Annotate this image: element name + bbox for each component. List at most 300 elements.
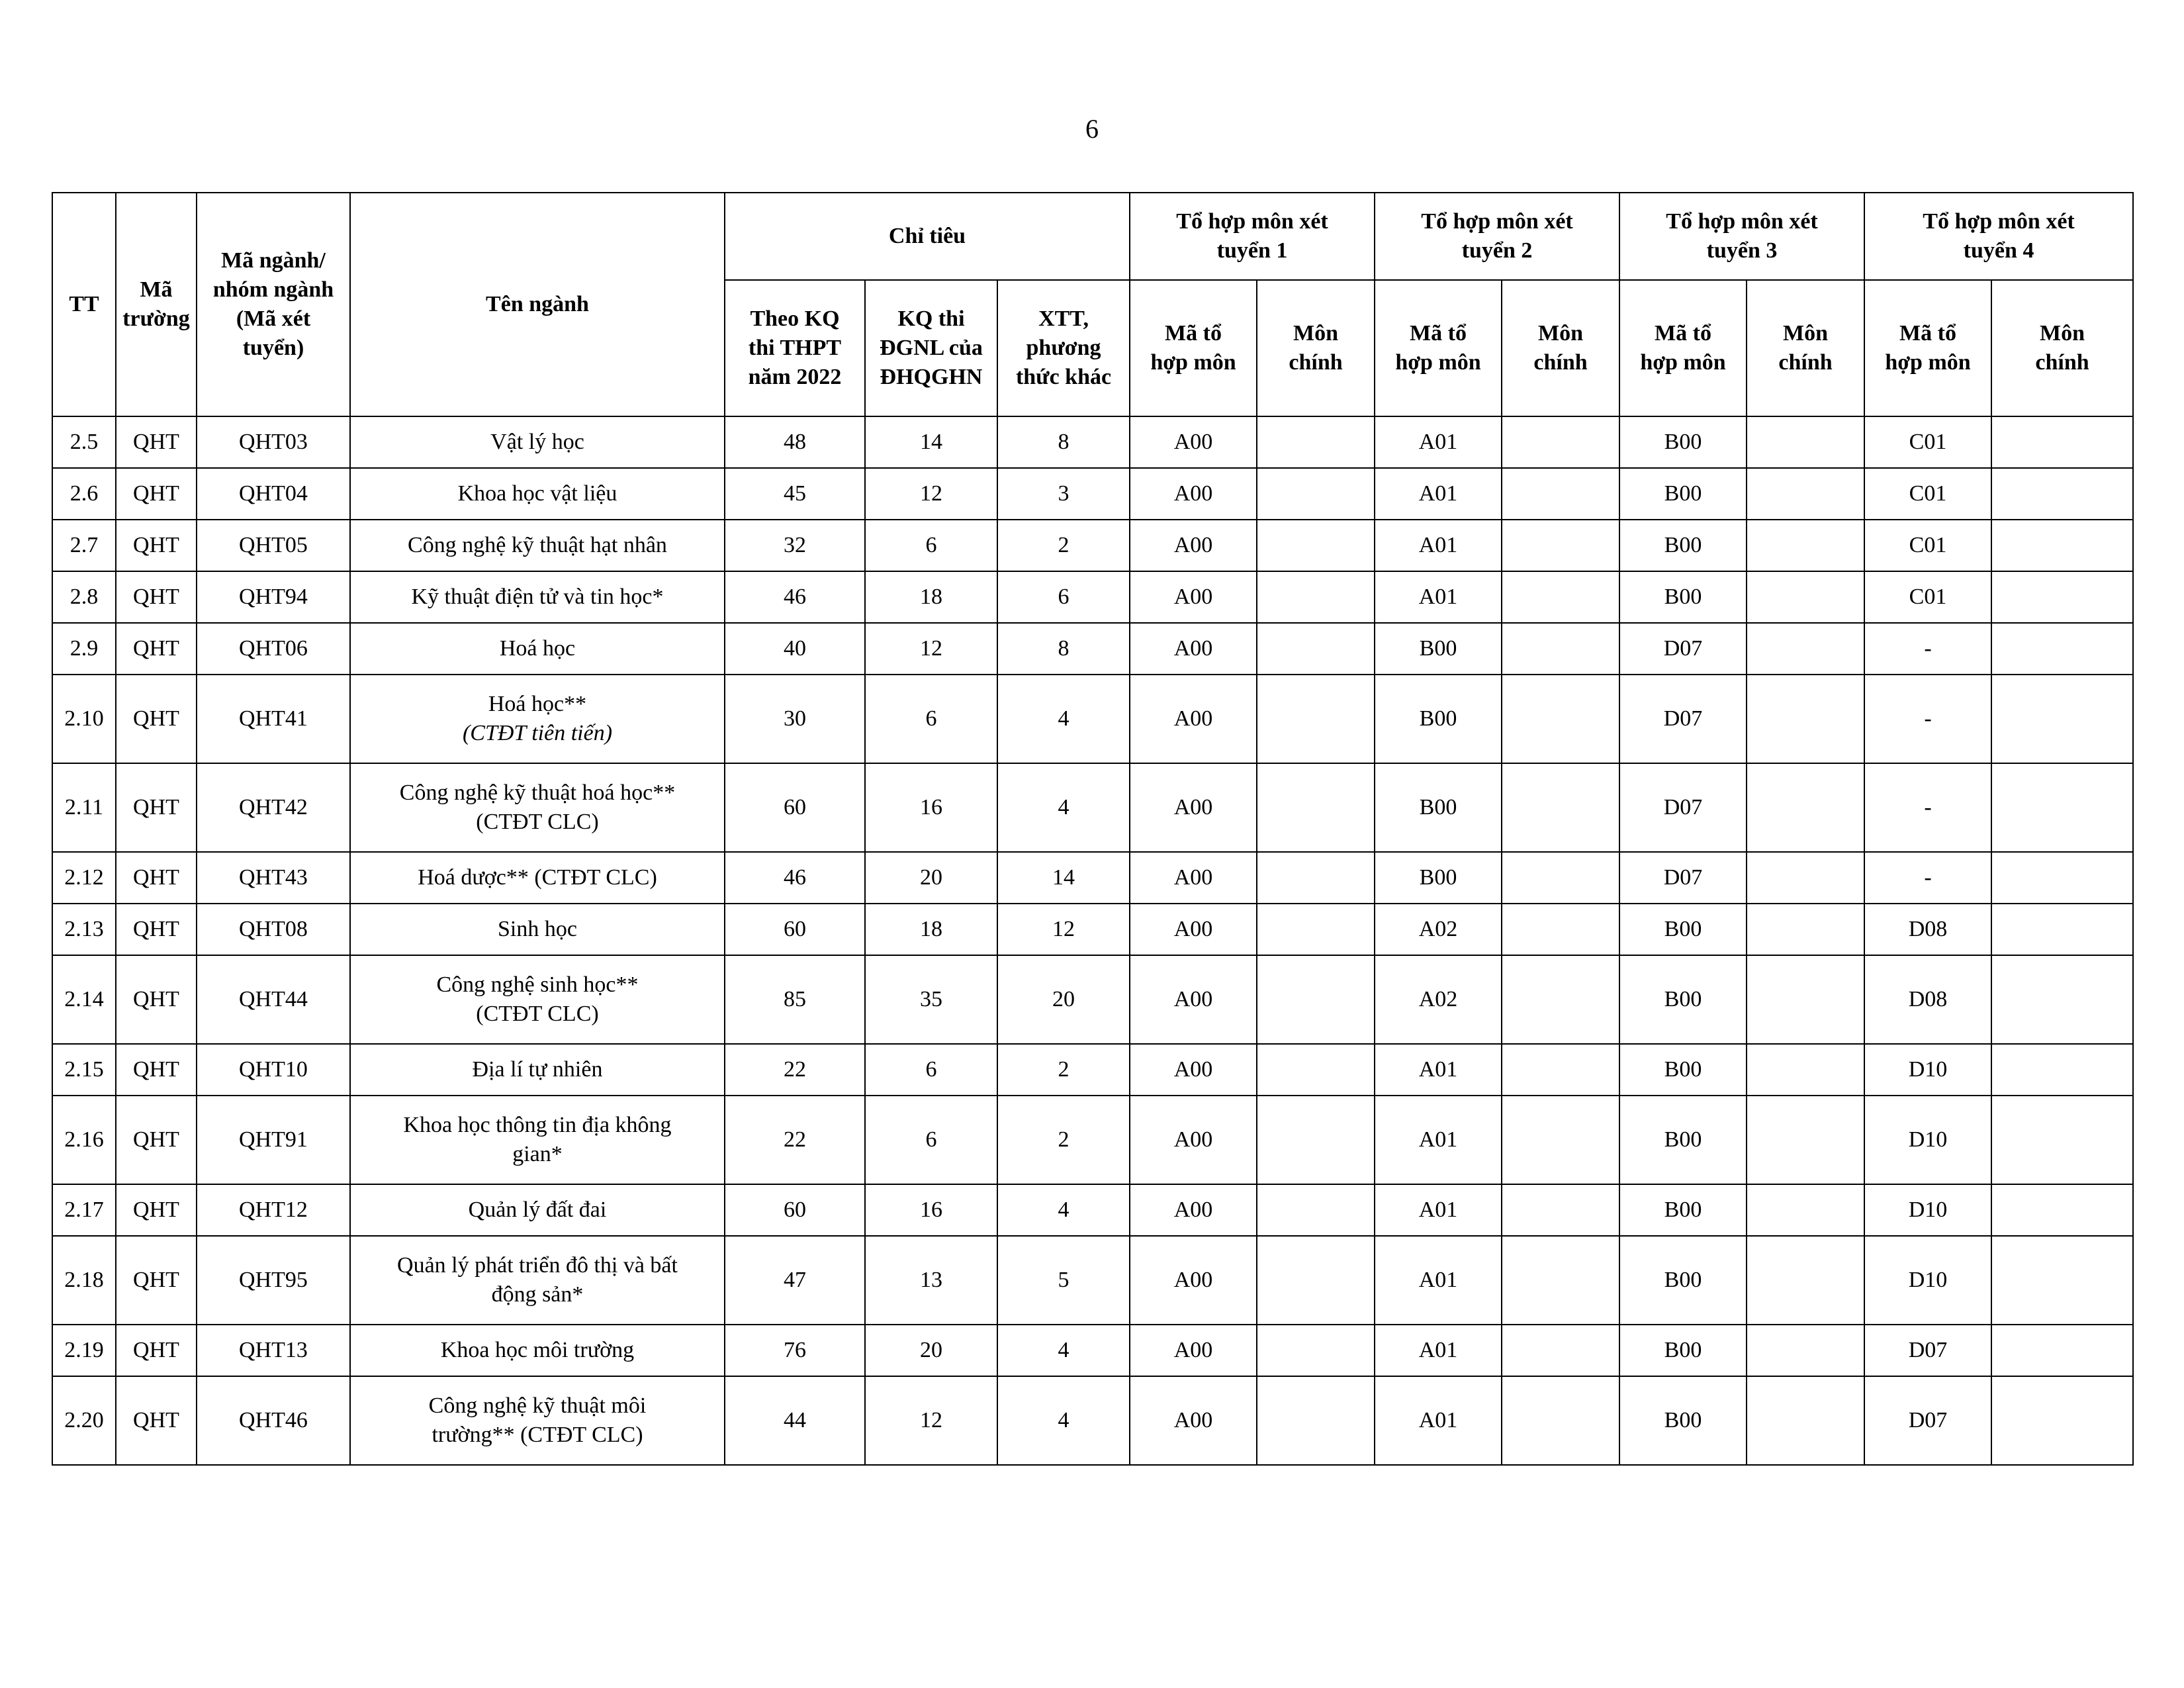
table-row (52, 904, 2133, 955)
cell-tt: 2.9 (52, 623, 116, 675)
cell-major-code: QHT03 (197, 416, 350, 468)
cell-combo-code-2: A01 (1375, 520, 1502, 571)
major-name-line-2: động sản* (491, 1282, 584, 1307)
cell-combo-code-4: D10 (1864, 1236, 1991, 1325)
header-combo-group-2 (1375, 193, 1619, 280)
cell-combo-code-2: B00 (1375, 852, 1502, 904)
cell-combo-code-1: A00 (1130, 763, 1257, 852)
cell-main-subject-4 (1991, 1096, 2133, 1184)
cell-combo-code-3: B00 (1619, 468, 1747, 520)
cell-main-subject-2 (1502, 1376, 1619, 1465)
table-body (52, 416, 2133, 1465)
header-combo-group-4-line-1: Tổ hợp môn xét (1923, 209, 2075, 234)
cell-main-subject-4 (1991, 852, 2133, 904)
cell-main-subject-2 (1502, 1044, 1619, 1096)
header-major-name: Tên ngành (350, 193, 725, 416)
cell-combo-code-2: A01 (1375, 1096, 1502, 1184)
header-combo-group-1-line-1: Tổ hợp môn xét (1176, 209, 1328, 234)
cell-main-subject-2 (1502, 763, 1619, 852)
cell-combo-code-3: B00 (1619, 1044, 1747, 1096)
cell-major-name (350, 416, 725, 468)
cell-school-code: QHT (116, 1184, 197, 1236)
cell-quota-xtt: 4 (997, 1325, 1130, 1376)
cell-quota-xtt: 4 (997, 1376, 1130, 1465)
cell-tt: 2.12 (52, 852, 116, 904)
cell-major-code: QHT44 (197, 955, 350, 1044)
cell-main-subject-3 (1747, 763, 1864, 852)
cell-combo-code-4: D07 (1864, 1376, 1991, 1465)
cell-combo-code-3: D07 (1619, 763, 1747, 852)
major-name-line-1: Khoa học vật liệu (457, 481, 617, 506)
header-combo-group-2-line-2: tuyển 2 (1461, 238, 1533, 263)
cell-main-subject-1 (1257, 520, 1375, 571)
cell-main-subject-1 (1257, 623, 1375, 675)
cell-quota-xtt: 8 (997, 623, 1130, 675)
header-main-subject-4 (1991, 280, 2133, 416)
cell-school-code: QHT (116, 468, 197, 520)
cell-combo-code-1: A00 (1130, 1096, 1257, 1184)
header-combo-group-3-line-1: Tổ hợp môn xét (1666, 209, 1818, 234)
cell-combo-code-2: B00 (1375, 763, 1502, 852)
header-combo-group-3 (1619, 193, 1864, 280)
cell-tt: 2.6 (52, 468, 116, 520)
cell-main-subject-4 (1991, 1184, 2133, 1236)
cell-tt: 2.8 (52, 571, 116, 623)
cell-main-subject-1 (1257, 416, 1375, 468)
cell-combo-code-3: B00 (1619, 955, 1747, 1044)
table-row (52, 955, 2133, 1044)
cell-main-subject-3 (1747, 623, 1864, 675)
cell-main-subject-3 (1747, 852, 1864, 904)
cell-main-subject-1 (1257, 1184, 1375, 1236)
cell-main-subject-3 (1747, 1236, 1864, 1325)
header-combo-group-2-line-1: Tổ hợp môn xét (1421, 209, 1573, 234)
cell-quota-dgnl: 13 (865, 1236, 997, 1325)
cell-main-subject-4 (1991, 675, 2133, 763)
cell-tt: 2.18 (52, 1236, 116, 1325)
cell-main-subject-4 (1991, 1044, 2133, 1096)
cell-tt: 2.20 (52, 1376, 116, 1465)
header-tt: TT (52, 193, 116, 416)
cell-tt: 2.5 (52, 416, 116, 468)
major-name-line-1: Hoá học** (488, 691, 587, 716)
cell-main-subject-3 (1747, 416, 1864, 468)
cell-combo-code-2: A01 (1375, 1236, 1502, 1325)
cell-major-name (350, 1184, 725, 1236)
cell-quota-thpt: 60 (725, 763, 865, 852)
cell-quota-dgnl: 18 (865, 571, 997, 623)
header-quota-xtt-line-2: phương (1026, 335, 1101, 360)
cell-combo-code-3: B00 (1619, 1096, 1747, 1184)
cell-major-name (350, 904, 725, 955)
header-main-subject-2-line-1: Môn (1538, 320, 1584, 346)
cell-main-subject-1 (1257, 1044, 1375, 1096)
header-school-code-line-1: Mã (140, 277, 173, 302)
page-number: 6 (1085, 114, 1099, 144)
cell-combo-code-2: A01 (1375, 571, 1502, 623)
cell-main-subject-3 (1747, 520, 1864, 571)
cell-quota-dgnl: 6 (865, 520, 997, 571)
cell-school-code: QHT (116, 1044, 197, 1096)
cell-main-subject-3 (1747, 468, 1864, 520)
cell-school-code: QHT (116, 623, 197, 675)
cell-main-subject-2 (1502, 1184, 1619, 1236)
cell-major-code: QHT42 (197, 763, 350, 852)
header-combo-group-1 (1130, 193, 1375, 280)
cell-main-subject-3 (1747, 675, 1864, 763)
cell-quota-thpt: 32 (725, 520, 865, 571)
cell-main-subject-4 (1991, 468, 2133, 520)
cell-combo-code-1: A00 (1130, 675, 1257, 763)
cell-main-subject-2 (1502, 904, 1619, 955)
cell-combo-code-1: A00 (1130, 1044, 1257, 1096)
header-combo-code-1-line-2: hợp môn (1150, 350, 1236, 375)
cell-major-code: QHT43 (197, 852, 350, 904)
cell-combo-code-4: C01 (1864, 520, 1991, 571)
cell-main-subject-2 (1502, 1236, 1619, 1325)
admission-table-container (52, 192, 2132, 1466)
cell-main-subject-1 (1257, 675, 1375, 763)
cell-quota-xtt: 14 (997, 852, 1130, 904)
header-quota-xtt (997, 280, 1130, 416)
cell-main-subject-1 (1257, 955, 1375, 1044)
cell-combo-code-3: D07 (1619, 623, 1747, 675)
cell-main-subject-4 (1991, 763, 2133, 852)
cell-combo-code-3: B00 (1619, 904, 1747, 955)
header-main-subject-1-line-1: Môn (1293, 320, 1339, 346)
cell-combo-code-4: - (1864, 763, 1991, 852)
table-row (52, 1096, 2133, 1184)
cell-combo-code-2: A01 (1375, 1044, 1502, 1096)
header-major-code-line-4: tuyển) (242, 336, 304, 361)
header-school-code-line-2: trường (122, 306, 190, 331)
table-row (52, 468, 2133, 520)
cell-major-name (350, 763, 725, 852)
cell-main-subject-1 (1257, 468, 1375, 520)
cell-main-subject-4 (1991, 1325, 2133, 1376)
cell-combo-code-4: C01 (1864, 468, 1991, 520)
cell-major-name (350, 1044, 725, 1096)
cell-main-subject-2 (1502, 571, 1619, 623)
header-quota-dgnl-line-3: ĐHQGHN (880, 365, 983, 390)
header-combo-code-2 (1375, 280, 1502, 416)
header-combo-code-4-line-1: Mã tổ (1899, 320, 1956, 346)
cell-quota-xtt: 5 (997, 1236, 1130, 1325)
header-main-subject-1 (1257, 280, 1375, 416)
cell-main-subject-3 (1747, 1376, 1864, 1465)
cell-school-code: QHT (116, 1236, 197, 1325)
cell-quota-thpt: 76 (725, 1325, 865, 1376)
header-combo-code-3-line-2: hợp môn (1640, 350, 1726, 375)
header-combo-code-4-line-2: hợp môn (1885, 350, 1971, 375)
cell-quota-xtt: 12 (997, 904, 1130, 955)
cell-quota-dgnl: 6 (865, 1096, 997, 1184)
cell-quota-xtt: 3 (997, 468, 1130, 520)
cell-main-subject-1 (1257, 1325, 1375, 1376)
cell-major-code: QHT06 (197, 623, 350, 675)
major-name-line-1: Quản lý đất đai (468, 1197, 607, 1222)
cell-school-code: QHT (116, 675, 197, 763)
major-name-line-1: Địa lí tự nhiên (472, 1056, 603, 1082)
header-combo-code-2-line-2: hợp môn (1395, 350, 1481, 375)
header-main-subject-4-line-1: Môn (2040, 320, 2085, 346)
table-row (52, 1325, 2133, 1376)
cell-combo-code-1: A00 (1130, 416, 1257, 468)
cell-main-subject-1 (1257, 763, 1375, 852)
major-name-line-2: (CTĐT tiên tiến) (462, 721, 613, 745)
cell-combo-code-1: A00 (1130, 904, 1257, 955)
cell-combo-code-4: D10 (1864, 1044, 1991, 1096)
cell-main-subject-3 (1747, 1044, 1864, 1096)
cell-combo-code-1: A00 (1130, 623, 1257, 675)
cell-quota-dgnl: 14 (865, 416, 997, 468)
cell-combo-code-4: D08 (1864, 955, 1991, 1044)
cell-major-name (350, 623, 725, 675)
table-header (52, 193, 2133, 416)
cell-main-subject-4 (1991, 955, 2133, 1044)
cell-combo-code-2: A01 (1375, 1325, 1502, 1376)
cell-main-subject-2 (1502, 675, 1619, 763)
cell-tt: 2.7 (52, 520, 116, 571)
header-combo-group-4-line-2: tuyển 4 (1963, 238, 2034, 263)
cell-school-code: QHT (116, 955, 197, 1044)
cell-combo-code-1: A00 (1130, 1236, 1257, 1325)
cell-quota-dgnl: 6 (865, 675, 997, 763)
header-combo-code-3 (1619, 280, 1747, 416)
cell-combo-code-1: A00 (1130, 1184, 1257, 1236)
cell-combo-code-3: D07 (1619, 852, 1747, 904)
cell-quota-thpt: 48 (725, 416, 865, 468)
cell-major-code: QHT94 (197, 571, 350, 623)
cell-combo-code-3: B00 (1619, 1325, 1747, 1376)
major-name-line-2: trường** (CTĐT CLC) (432, 1423, 643, 1447)
major-name-line-1: Công nghệ kỹ thuật môi (428, 1393, 647, 1418)
table-row (52, 1376, 2133, 1465)
major-name-line-1: Kỹ thuật điện tử và tin học* (411, 584, 664, 609)
header-quota-thpt-line-3: năm 2022 (748, 365, 842, 390)
cell-combo-code-4: - (1864, 675, 1991, 763)
cell-quota-thpt: 30 (725, 675, 865, 763)
cell-quota-thpt: 45 (725, 468, 865, 520)
header-main-subject-1-line-2: chính (1289, 350, 1343, 375)
cell-combo-code-4: C01 (1864, 416, 1991, 468)
cell-tt: 2.10 (52, 675, 116, 763)
cell-school-code: QHT (116, 852, 197, 904)
major-name-line-1: Hoá học (499, 635, 576, 661)
cell-school-code: QHT (116, 904, 197, 955)
header-combo-group-3-line-2: tuyển 3 (1706, 238, 1778, 263)
cell-combo-code-1: A00 (1130, 520, 1257, 571)
cell-quota-dgnl: 16 (865, 763, 997, 852)
header-combo-code-1-line-1: Mã tổ (1165, 320, 1222, 346)
header-quota-dgnl-line-2: ĐGNL của (880, 335, 983, 360)
header-quota-thpt (725, 280, 865, 416)
major-name-line-1: Khoa học thông tin địa không (403, 1112, 672, 1137)
major-name-line-1: Khoa học môi trường (440, 1337, 635, 1362)
cell-tt: 2.16 (52, 1096, 116, 1184)
cell-main-subject-4 (1991, 904, 2133, 955)
cell-combo-code-3: B00 (1619, 1236, 1747, 1325)
cell-quota-dgnl: 12 (865, 623, 997, 675)
cell-major-name (350, 1325, 725, 1376)
cell-major-code: QHT08 (197, 904, 350, 955)
cell-quota-xtt: 2 (997, 1096, 1130, 1184)
header-quota-dgnl (865, 280, 997, 416)
cell-major-name (350, 468, 725, 520)
cell-major-code: QHT12 (197, 1184, 350, 1236)
cell-main-subject-2 (1502, 416, 1619, 468)
table-row (52, 675, 2133, 763)
major-name-line-1: Công nghệ kỹ thuật hạt nhân (408, 532, 667, 557)
cell-combo-code-1: A00 (1130, 571, 1257, 623)
cell-main-subject-4 (1991, 1376, 2133, 1465)
cell-major-name (350, 955, 725, 1044)
cell-main-subject-1 (1257, 1236, 1375, 1325)
cell-main-subject-4 (1991, 571, 2133, 623)
cell-combo-code-4: - (1864, 852, 1991, 904)
cell-combo-code-4: - (1864, 623, 1991, 675)
admission-table (52, 192, 2134, 1466)
header-quota-group: Chỉ tiêu (725, 193, 1130, 280)
cell-school-code: QHT (116, 1376, 197, 1465)
cell-major-code: QHT10 (197, 1044, 350, 1096)
header-row-group (52, 193, 2133, 280)
cell-combo-code-1: A00 (1130, 1325, 1257, 1376)
cell-major-name (350, 1236, 725, 1325)
header-combo-group-4 (1864, 193, 2133, 280)
cell-main-subject-2 (1502, 1096, 1619, 1184)
cell-main-subject-3 (1747, 904, 1864, 955)
cell-combo-code-4: C01 (1864, 571, 1991, 623)
cell-quota-dgnl: 6 (865, 1044, 997, 1096)
cell-major-code: QHT41 (197, 675, 350, 763)
major-name-line-1: Vật lý học (490, 429, 584, 454)
cell-quota-dgnl: 35 (865, 955, 997, 1044)
cell-tt: 2.19 (52, 1325, 116, 1376)
cell-combo-code-3: D07 (1619, 675, 1747, 763)
cell-combo-code-4: D08 (1864, 904, 1991, 955)
cell-main-subject-2 (1502, 1325, 1619, 1376)
cell-combo-code-2: A01 (1375, 468, 1502, 520)
cell-main-subject-2 (1502, 623, 1619, 675)
cell-school-code: QHT (116, 1096, 197, 1184)
header-major-code-line-3: (Mã xét (236, 306, 311, 331)
cell-quota-thpt: 47 (725, 1236, 865, 1325)
header-major-code (197, 193, 350, 416)
cell-main-subject-1 (1257, 1096, 1375, 1184)
cell-main-subject-3 (1747, 955, 1864, 1044)
cell-school-code: QHT (116, 1325, 197, 1376)
cell-main-subject-3 (1747, 1096, 1864, 1184)
cell-combo-code-1: A00 (1130, 1376, 1257, 1465)
header-combo-group-1-line-2: tuyển 1 (1216, 238, 1288, 263)
header-quota-thpt-line-2: thi THPT (748, 335, 842, 360)
cell-combo-code-2: A02 (1375, 955, 1502, 1044)
cell-quota-xtt: 4 (997, 675, 1130, 763)
major-name-line-1: Công nghệ sinh học** (436, 972, 639, 997)
cell-combo-code-4: D10 (1864, 1096, 1991, 1184)
table-row (52, 1184, 2133, 1236)
cell-quota-thpt: 85 (725, 955, 865, 1044)
cell-quota-xtt: 4 (997, 763, 1130, 852)
cell-tt: 2.15 (52, 1044, 116, 1096)
cell-quota-xtt: 20 (997, 955, 1130, 1044)
cell-combo-code-1: A00 (1130, 852, 1257, 904)
cell-major-code: QHT04 (197, 468, 350, 520)
cell-combo-code-2: B00 (1375, 675, 1502, 763)
cell-quota-dgnl: 12 (865, 468, 997, 520)
header-combo-code-1 (1130, 280, 1257, 416)
header-main-subject-3 (1747, 280, 1864, 416)
cell-major-name (350, 571, 725, 623)
cell-quota-dgnl: 18 (865, 904, 997, 955)
cell-combo-code-3: B00 (1619, 1376, 1747, 1465)
cell-major-code: QHT13 (197, 1325, 350, 1376)
cell-tt: 2.13 (52, 904, 116, 955)
cell-main-subject-2 (1502, 852, 1619, 904)
cell-major-name (350, 520, 725, 571)
major-name-line-2: (CTĐT CLC) (476, 810, 599, 834)
cell-major-code: QHT95 (197, 1236, 350, 1325)
cell-combo-code-4: D10 (1864, 1184, 1991, 1236)
table-row (52, 571, 2133, 623)
cell-major-code: QHT46 (197, 1376, 350, 1465)
major-name-line-1: Hoá dược** (CTĐT CLC) (418, 865, 657, 890)
cell-school-code: QHT (116, 763, 197, 852)
major-name-line-1: Sinh học (498, 916, 577, 941)
header-school-code (116, 193, 197, 416)
cell-combo-code-3: B00 (1619, 1184, 1747, 1236)
cell-tt: 2.17 (52, 1184, 116, 1236)
header-major-code-line-2: nhóm ngành (212, 277, 334, 302)
cell-combo-code-3: B00 (1619, 520, 1747, 571)
cell-quota-xtt: 6 (997, 571, 1130, 623)
cell-quota-dgnl: 16 (865, 1184, 997, 1236)
cell-main-subject-3 (1747, 1325, 1864, 1376)
cell-main-subject-1 (1257, 1376, 1375, 1465)
cell-combo-code-4: D07 (1864, 1325, 1991, 1376)
cell-combo-code-2: B00 (1375, 623, 1502, 675)
cell-quota-thpt: 60 (725, 904, 865, 955)
cell-quota-thpt: 46 (725, 571, 865, 623)
cell-quota-thpt: 60 (725, 1184, 865, 1236)
cell-main-subject-2 (1502, 520, 1619, 571)
cell-quota-thpt: 44 (725, 1376, 865, 1465)
table-row (52, 1044, 2133, 1096)
cell-major-name (350, 852, 725, 904)
cell-tt: 2.11 (52, 763, 116, 852)
cell-quota-xtt: 8 (997, 416, 1130, 468)
header-quota-xtt-line-3: thức khác (1015, 365, 1112, 390)
header-quota-thpt-line-1: Theo KQ (750, 306, 840, 331)
cell-main-subject-4 (1991, 416, 2133, 468)
table-row (52, 623, 2133, 675)
cell-major-code: QHT91 (197, 1096, 350, 1184)
cell-main-subject-4 (1991, 1236, 2133, 1325)
cell-quota-thpt: 40 (725, 623, 865, 675)
table-row (52, 852, 2133, 904)
major-name-line-2: (CTĐT CLC) (476, 1002, 599, 1026)
cell-quota-xtt: 4 (997, 1184, 1130, 1236)
header-main-subject-3-line-2: chính (1778, 350, 1833, 375)
cell-school-code: QHT (116, 520, 197, 571)
cell-main-subject-2 (1502, 468, 1619, 520)
cell-main-subject-4 (1991, 520, 2133, 571)
major-name-line-1: Quản lý phát triển đô thị và bất (397, 1252, 678, 1278)
major-name-line-2: gian* (512, 1142, 563, 1166)
cell-quota-dgnl: 20 (865, 852, 997, 904)
header-main-subject-4-line-2: chính (2035, 350, 2089, 375)
